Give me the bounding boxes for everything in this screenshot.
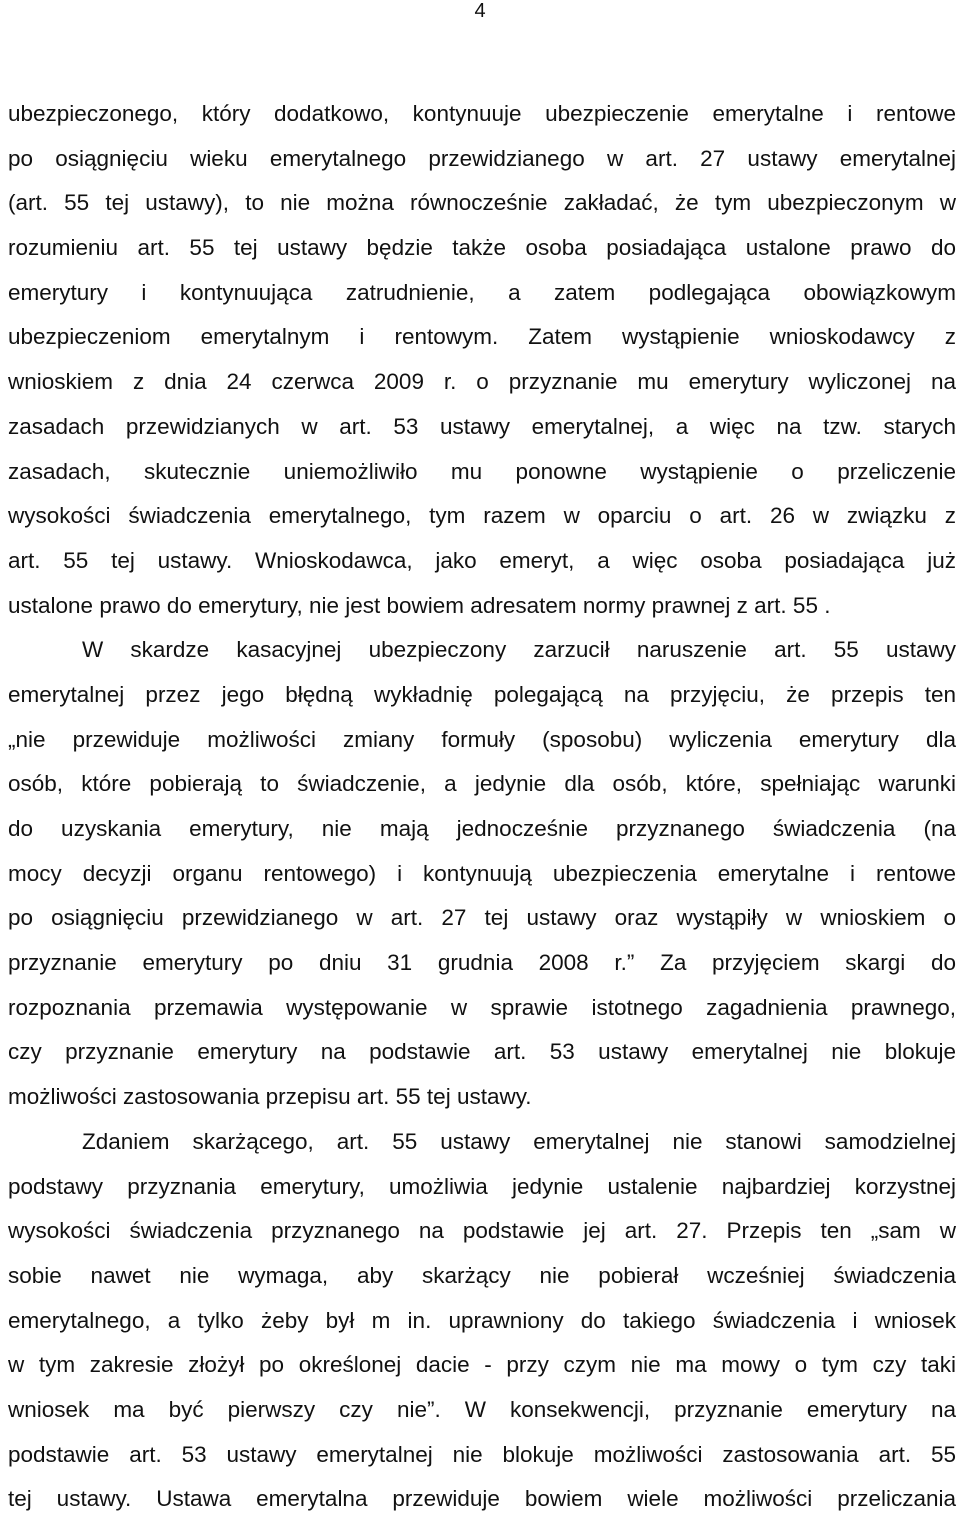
- text-line: wniosek ma być pierwszy czy nie”. W konsekwencji, przyznanie emerytury na: [8, 1396, 956, 1422]
- text-line: w tym zakresie złożył po określonej dacie - przy czym nie ma mowy o tym czy taki: [8, 1352, 956, 1378]
- text-line: sobie nawet nie wymaga, aby skarżący nie pobierał wcześniej świadczenia: [8, 1262, 956, 1288]
- text-line: wnioskiem z dnia 24 czerwca 2009 r. o przyznanie mu emerytury wyliczonej na: [8, 369, 956, 395]
- text-line: po osiągnięciu wieku emerytalnego przewidzianego w art. 27 ustawy emerytalnej: [8, 145, 956, 171]
- text-line: ubezpieczonego, który dodatkowo, kontynuuje ubezpieczenie emerytalne i rentowe: [8, 101, 956, 126]
- text-line: podstawie art. 53 ustawy emerytalnej nie blokuje możliwości zastosowania art. 55: [8, 1441, 956, 1467]
- text-line: (art. 55 tej ustawy), to nie można równocześnie zakładać, że tym ubezpieczonym w: [8, 190, 956, 216]
- text-line: art. 55 tej ustawy. Wnioskodawca, jako emeryt, a więc osoba posiadająca już: [8, 547, 956, 573]
- paragraph: [8, 628, 956, 1120]
- text-line: rozumieniu art. 55 tej ustawy będzie także osoba posiadająca ustalone prawo do: [8, 235, 956, 261]
- text-line: emerytury i kontynuująca zatrudnienie, a zatem podlegająca obowiązkowym: [8, 279, 956, 305]
- text-line: mocy decyzji organu rentowego) i kontynuują ubezpieczenia emerytalne i rentowe: [8, 860, 956, 886]
- text-line: ubezpieczeniom emerytalnym i rentowym. Zatem wystąpienie wnioskodawcy z: [8, 324, 956, 350]
- text-line: do uzyskania emerytury, nie mają jednocześnie przyznanego świadczenia (na: [8, 816, 956, 841]
- text-line: tej ustawy. Ustawa emerytalna przewiduje bowiem wiele możliwości przeliczania: [8, 1486, 956, 1512]
- text-line: zasadach przewidzianych w art. 53 ustawy emerytalnej, a więc na tzw. starych: [8, 413, 956, 439]
- text-line: wysokości świadczenia przyznanego na podstawie jej art. 27. Przepis ten „sam w: [8, 1218, 956, 1244]
- text-line: emerytalnej przez jego błędną wykładnię polegającą na przyjęciu, że przepis ten: [8, 681, 956, 707]
- text-line: przyznanie emerytury po dniu 31 grudnia 2008 r.” Za przyjęciem skargi do: [8, 950, 956, 976]
- text-line: czy przyznanie emerytury na podstawie art. 53 ustawy emerytalnej nie blokuje: [8, 1039, 956, 1065]
- text-line: po osiągnięciu przewidzianego w art. 27 tej ustawy oraz wystąpiły w wnioskiem o: [8, 905, 956, 931]
- text-line: osób, które pobierają to świadczenie, a jedynie dla osób, które, spełniając warunki: [8, 771, 956, 797]
- text-line: W skardze kasacyjnej ubezpieczony zarzucił naruszenie art. 55 ustawy: [82, 637, 956, 663]
- text-line: ustalone prawo do emerytury, nie jest bowiem adresatem normy prawnej z art. 55 .: [8, 592, 831, 618]
- text-line: rozpoznania przemawia występowanie w sprawie istotnego zagadnienia prawnego,: [8, 994, 956, 1020]
- paragraph: [8, 92, 956, 628]
- text-line: Zdaniem skarżącego, art. 55 ustawy emerytalnej nie stanowi samodzielnej: [82, 1128, 956, 1154]
- text-line: zasadach, skutecznie uniemożliwiło mu ponowne wystąpienie o przeliczenie: [8, 458, 956, 484]
- text-line: możliwości zastosowania przepisu art. 55 tej ustawy.: [8, 1084, 532, 1110]
- paragraph: [8, 1120, 956, 1522]
- text-line: „nie przewiduje możliwości zmiany formuły (sposobu) wyliczenia emerytury dla: [8, 726, 956, 752]
- text-line: emerytalnego, a tylko żeby był m in. uprawniony do takiego świadczenia i wniosek: [8, 1307, 956, 1333]
- page-number: 4: [474, 0, 486, 22]
- document-body: [8, 92, 956, 1522]
- text-line: wysokości świadczenia emerytalnego, tym razem w oparciu o art. 26 w związku z: [8, 503, 956, 529]
- text-line: podstawy przyznania emerytury, umożliwia jedynie ustalenie najbardziej korzystnej: [8, 1173, 956, 1199]
